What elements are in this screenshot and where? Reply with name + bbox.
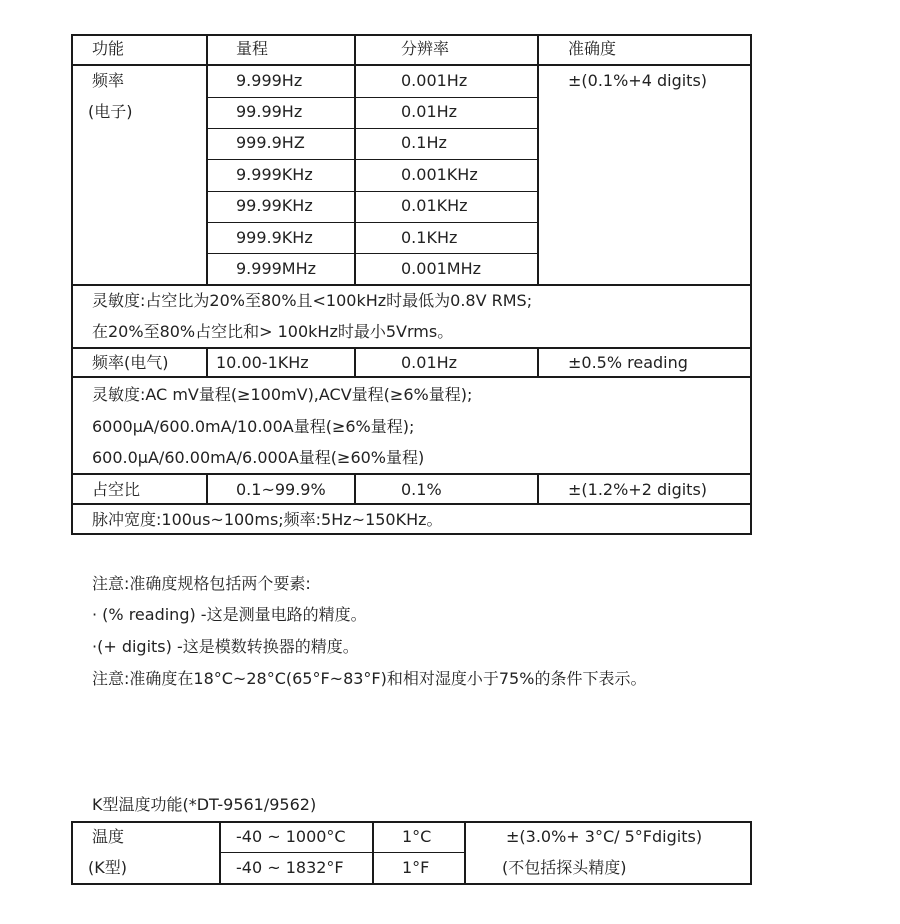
freq-electronic-label-sub: (电子) — [88, 102, 133, 121]
table-border-top — [71, 821, 752, 823]
duty-cycle-label: 占空比 — [92, 480, 141, 499]
note-line: · (% reading) -这是测量电路的精度。 — [92, 605, 367, 624]
range-cell: 99.99KHz — [236, 196, 313, 215]
k-temp-label-sub: (K型) — [88, 858, 127, 877]
note-line: 注意:准确度规格包括两个要素: — [92, 574, 311, 593]
k-temp-label: 温度 — [92, 827, 125, 846]
sensitivity-text: 6000μA/600.0mA/10.00A量程(≥6%量程); — [92, 417, 415, 436]
duty-cycle-accuracy: ±(1.2%+2 digits) — [568, 480, 708, 499]
resolution-cell: 0.001KHz — [401, 165, 478, 184]
freq-electrical-accuracy: ±0.5% reading — [568, 353, 688, 372]
row-divider — [207, 253, 537, 254]
range-cell: 999.9KHz — [236, 228, 313, 247]
range-cell: 999.9HZ — [236, 133, 305, 152]
col-divider — [354, 347, 356, 378]
col-divider — [537, 473, 539, 505]
table-border-top — [71, 34, 752, 36]
table-border-left — [71, 821, 73, 885]
pulse-width-text: 脉冲宽度:100us~100ms;频率:5Hz~150KHz。 — [92, 510, 443, 529]
k-temp-title: K型温度功能(*DT-9561/9562) — [92, 795, 317, 814]
section-divider — [71, 284, 752, 286]
row-divider — [207, 222, 537, 223]
resolution-cell: 0.01KHz — [401, 196, 468, 215]
col-divider — [537, 34, 539, 286]
k-temp-accuracy-note: (不包括探头精度) — [502, 858, 627, 877]
col-divider — [206, 473, 208, 505]
section-divider — [71, 503, 752, 505]
freq-electronic-accuracy: ±(0.1%+4 digits) — [568, 71, 708, 90]
resolution-cell: 0.01Hz — [401, 102, 458, 121]
row-divider — [207, 159, 537, 160]
duty-cycle-resolution: 0.1% — [401, 480, 442, 499]
col-divider — [372, 821, 374, 885]
col-divider — [354, 473, 356, 505]
row-divider — [219, 852, 465, 853]
table-border-right — [750, 821, 752, 885]
sensitivity-text: 灵敏度:占空比为20%至80%且<100kHz时最低为0.8V RMS; — [92, 291, 533, 310]
resolution-cell: 0.1Hz — [401, 133, 447, 152]
section-divider — [71, 473, 752, 475]
resolution-cell: 0.1KHz — [401, 228, 458, 247]
note-line: 注意:准确度在18°C~28°C(65°F~83°F)和相对湿度小于75%的条件下表示。 — [92, 669, 647, 688]
row-divider — [207, 97, 537, 98]
sensitivity-text: 灵敏度:AC mV量程(≥100mV),ACV量程(≥6%量程); — [92, 385, 473, 404]
table-border-bottom — [71, 883, 752, 885]
range-cell: 9.999Hz — [236, 71, 303, 90]
freq-electrical-resolution: 0.01Hz — [401, 353, 458, 372]
table-border-bottom — [71, 533, 752, 535]
table-border-right — [750, 34, 752, 535]
section-divider — [71, 376, 752, 378]
freq-electronic-label: 频率 — [92, 71, 125, 90]
resolution-cell: 1°C — [402, 827, 432, 846]
note-line: ·(+ digits) -这是模数转换器的精度。 — [92, 637, 359, 656]
resolution-cell: 0.001Hz — [401, 71, 468, 90]
header-range: 量程 — [236, 39, 269, 58]
header-accuracy: 准确度 — [568, 39, 617, 58]
col-divider — [464, 821, 466, 885]
col-divider — [219, 821, 221, 885]
col-divider — [206, 347, 208, 378]
range-cell: 9.999KHz — [236, 165, 313, 184]
col-divider — [537, 347, 539, 378]
col-divider — [354, 34, 356, 286]
sensitivity-text: 600.0μA/60.00mA/6.000A量程(≥60%量程) — [92, 448, 425, 467]
row-divider — [207, 191, 537, 192]
k-temp-accuracy: ±(3.0%+ 3°C/ 5°Fdigits) — [506, 827, 703, 846]
range-cell: -40 ~ 1000°C — [236, 827, 346, 846]
sensitivity-text: 在20%至80%占空比和> 100kHz时最小5Vrms。 — [92, 322, 454, 341]
col-divider — [206, 34, 208, 286]
header-function: 功能 — [92, 39, 125, 58]
range-cell: -40 ~ 1832°F — [236, 858, 344, 877]
header-resolution: 分辨率 — [401, 39, 450, 58]
resolution-cell: 1°F — [402, 858, 430, 877]
section-divider — [71, 347, 752, 349]
resolution-cell: 0.001MHz — [401, 259, 482, 278]
duty-cycle-range: 0.1~99.9% — [236, 480, 326, 499]
freq-electrical-label: 频率(电气) — [92, 353, 169, 372]
freq-electrical-range: 10.00-1KHz — [216, 353, 309, 372]
range-cell: 9.999MHz — [236, 259, 317, 278]
row-divider — [207, 128, 537, 129]
table-border-left — [71, 34, 73, 535]
header-divider — [71, 64, 752, 66]
range-cell: 99.99Hz — [236, 102, 303, 121]
